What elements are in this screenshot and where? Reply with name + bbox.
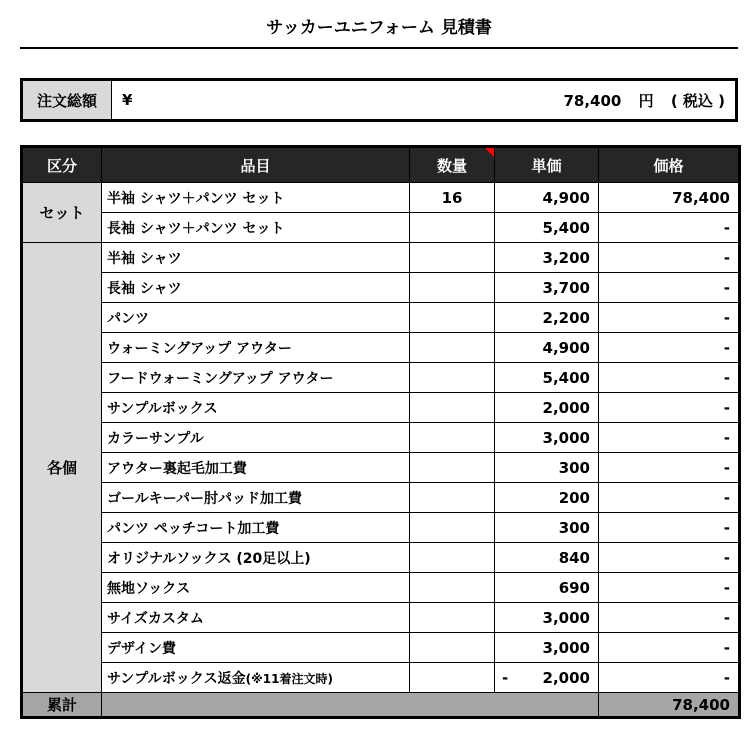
order-total-value-cell	[112, 81, 735, 119]
qty-cell	[410, 213, 495, 243]
unit-price-cell	[495, 483, 599, 513]
table-row	[22, 183, 740, 213]
price-cell: 78,400	[599, 183, 740, 213]
currency-symbol: ¥	[122, 91, 133, 109]
item-cell	[102, 363, 410, 393]
unit-price-cell	[495, 393, 599, 423]
header-unit-price: 単価	[495, 147, 599, 183]
item-label: カラーサンプル	[107, 430, 204, 447]
order-total-amount: 78,400	[563, 91, 622, 110]
qty-cell	[410, 573, 495, 603]
table-row	[22, 363, 740, 393]
unit-price-cell	[495, 273, 599, 303]
table-row	[22, 243, 740, 273]
unit-price-cell	[495, 303, 599, 333]
table-row	[22, 543, 740, 573]
price-cell: -	[599, 423, 740, 453]
item-cell	[102, 663, 410, 693]
comment-indicator-icon	[485, 148, 494, 157]
item-cell	[102, 633, 410, 663]
price-cell: -	[599, 633, 740, 663]
table-row	[22, 483, 740, 513]
item-label: サンプルボックス返金	[107, 670, 246, 687]
price-cell: -	[599, 213, 740, 243]
header-price: 価格	[599, 147, 740, 183]
qty-cell	[410, 633, 495, 663]
item-label: パンツ	[107, 310, 149, 327]
table-row	[22, 393, 740, 423]
unit-price-cell	[495, 543, 599, 573]
item-label: サイズカスタム	[107, 610, 204, 627]
qty-cell: 16	[410, 183, 495, 213]
qty-cell	[410, 513, 495, 543]
title-divider	[20, 47, 738, 49]
price-cell: -	[599, 393, 740, 423]
unit-value: 2,000	[542, 668, 590, 687]
item-cell	[102, 273, 410, 303]
unit-price-cell	[495, 333, 599, 363]
order-total-tax-note: ( 税込 )	[670, 91, 725, 110]
unit-price-cell	[495, 573, 599, 603]
quote-content	[20, 0, 738, 719]
qty-cell	[410, 603, 495, 633]
item-cell	[102, 513, 410, 543]
qty-cell	[410, 543, 495, 573]
item-label: アウター裏起毛加工費	[107, 460, 247, 477]
qty-cell	[410, 363, 495, 393]
unit-minus: -	[502, 668, 509, 687]
table-row	[22, 513, 740, 543]
item-cell	[102, 333, 410, 363]
unit-price-cell	[495, 183, 599, 213]
table-row	[22, 573, 740, 603]
item-cell	[102, 453, 410, 483]
item-cell	[102, 393, 410, 423]
unit-price-cell	[495, 633, 599, 663]
unit-value: 840	[558, 548, 590, 567]
unit-value: 690	[558, 578, 590, 597]
table-row	[22, 213, 740, 243]
price-cell: -	[599, 513, 740, 543]
price-cell: -	[599, 333, 740, 363]
qty-cell	[410, 333, 495, 363]
quote-table	[20, 145, 741, 719]
qty-cell	[410, 663, 495, 693]
item-label: パンツ ペッチコート加工費	[107, 520, 280, 537]
unit-price-cell	[495, 663, 599, 693]
price-cell: -	[599, 363, 740, 393]
unit-value: 300	[558, 458, 590, 477]
price-cell: -	[599, 663, 740, 693]
header-category: 区分	[22, 147, 102, 183]
price-cell: -	[599, 543, 740, 573]
qty-cell	[410, 393, 495, 423]
item-cell	[102, 603, 410, 633]
qty-cell	[410, 273, 495, 303]
table-row	[22, 423, 740, 453]
footer-empty-cell	[102, 693, 599, 718]
price-cell: -	[599, 573, 740, 603]
item-cell	[102, 483, 410, 513]
header-quantity-label: 数量	[436, 156, 467, 175]
qty-cell	[410, 243, 495, 273]
order-total-unit: 円	[638, 91, 654, 110]
unit-price-cell	[495, 423, 599, 453]
item-cell	[102, 303, 410, 333]
item-cell	[102, 573, 410, 603]
item-label: オリジナルソックス (20足以上)	[107, 550, 311, 567]
item-label: 長袖 シャツ	[107, 280, 182, 297]
item-label: ウォーミングアップ アウター	[107, 340, 292, 357]
unit-value: 200	[558, 488, 590, 507]
unit-price-cell	[495, 513, 599, 543]
price-cell: -	[599, 273, 740, 303]
group-cell-set: セット	[22, 183, 102, 243]
unit-value: 2,200	[542, 308, 590, 327]
order-total-box	[20, 78, 738, 122]
item-cell	[102, 423, 410, 453]
unit-value: 3,000	[542, 428, 590, 447]
table-row	[22, 303, 740, 333]
unit-price-cell	[495, 363, 599, 393]
unit-value: 3,700	[542, 278, 590, 297]
order-total-amount-group	[563, 90, 725, 111]
unit-price-cell	[495, 213, 599, 243]
table-row	[22, 603, 740, 633]
unit-value: 3,000	[542, 608, 590, 627]
item-label: 無地ソックス	[107, 580, 191, 597]
table-row	[22, 453, 740, 483]
unit-price-cell	[495, 603, 599, 633]
unit-price-cell	[495, 243, 599, 273]
qty-cell	[410, 483, 495, 513]
unit-value: 300	[558, 518, 590, 537]
unit-value: 3,200	[542, 248, 590, 267]
group-cell-individual: 各個	[22, 243, 102, 693]
price-cell: -	[599, 483, 740, 513]
table-row	[22, 333, 740, 363]
unit-value: 2,000	[542, 398, 590, 417]
unit-value: 4,900	[542, 338, 590, 357]
unit-price-cell	[495, 453, 599, 483]
table-header-row	[22, 147, 740, 183]
item-label: 半袖 シャツ	[107, 250, 182, 267]
qty-cell	[410, 423, 495, 453]
qty-cell	[410, 453, 495, 483]
unit-value: 5,400	[542, 368, 590, 387]
item-cell	[102, 183, 410, 213]
header-item: 品目	[102, 147, 410, 183]
footer-total-cell: 78,400	[599, 693, 740, 718]
table-footer-row	[22, 693, 740, 718]
header-quantity[interactable]	[410, 147, 495, 183]
item-label: デザイン費	[107, 640, 177, 657]
table-row	[22, 633, 740, 663]
unit-value: 4,900	[542, 188, 590, 207]
item-note: (※11着注文時)	[245, 671, 333, 686]
item-label: 半袖 シャツ＋パンツ セット	[107, 190, 285, 207]
price-cell: -	[599, 303, 740, 333]
item-cell	[102, 543, 410, 573]
item-cell	[102, 243, 410, 273]
price-cell: -	[599, 243, 740, 273]
table-row	[22, 273, 740, 303]
unit-value: 3,000	[542, 638, 590, 657]
item-label: 長袖 シャツ＋パンツ セット	[107, 220, 285, 237]
item-label: ゴールキーパー肘パッド加工費	[107, 490, 303, 507]
order-total-label: 注文総額	[23, 81, 112, 119]
price-cell: -	[599, 603, 740, 633]
table-row	[22, 663, 740, 693]
item-label: フードウォーミングアップ アウター	[107, 370, 334, 387]
price-cell: -	[599, 453, 740, 483]
item-cell	[102, 213, 410, 243]
footer-label-cell: 累計	[22, 693, 102, 718]
unit-value: 5,400	[542, 218, 590, 237]
page-title: サッカーユニフォーム 見積書	[266, 18, 492, 38]
qty-cell	[410, 303, 495, 333]
item-label: サンプルボックス	[107, 400, 218, 417]
